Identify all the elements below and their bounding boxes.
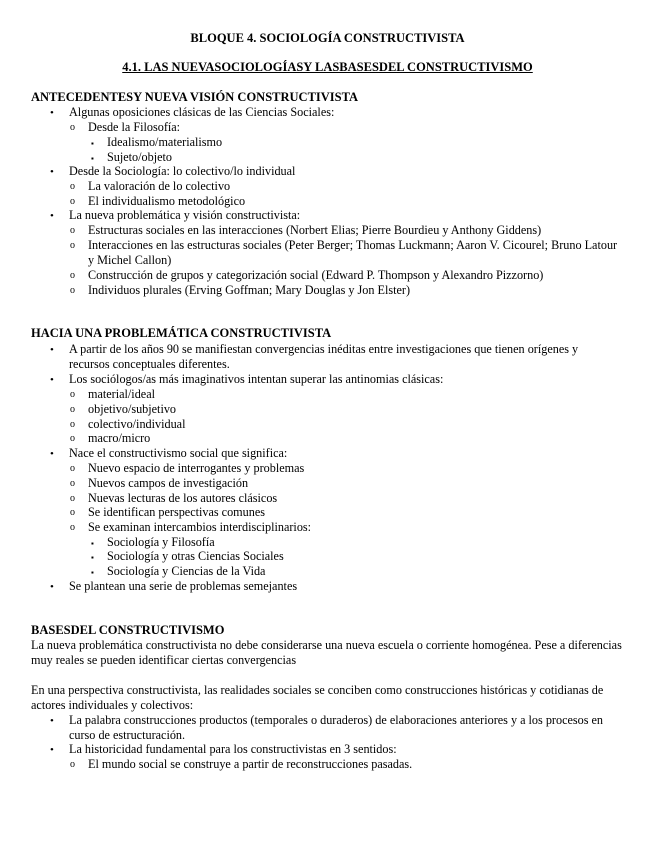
list-item: Desde la Sociología: lo colectivo/lo individual	[69, 164, 296, 178]
bullet-marker: o	[70, 240, 75, 251]
section-heading-problematica: HACIA UNA PROBLEMÁTICA CONSTRUCTIVISTA	[31, 326, 332, 340]
list-item: Interacciones en las estructuras sociales (Peter Berger; Thomas Luckmann; Aaron V. Cicourel; Bruno Latour y Michel Callon)	[88, 238, 618, 267]
bullet-marker: ▪	[91, 568, 94, 577]
bullet-marker: o	[70, 433, 75, 444]
list-item: La palabra construcciones productos (temporales o duraderos) de elaboraciones anteriores y a los procesos en curso de estructuración.	[69, 713, 604, 742]
list-item: El individualismo metodológico	[88, 194, 246, 208]
list-item: Se plantean una serie de problemas semejantes	[69, 579, 298, 593]
list-item: Sociología y Filosofía	[107, 535, 215, 549]
list-item: Los sociólogos/as más imaginativos intentan superar las antinomias clásicas:	[69, 372, 444, 386]
section-heading-bases: BASESDEL CONSTRUCTIVISMO	[31, 623, 225, 637]
list-item: material/ideal	[88, 387, 155, 401]
list-item: La historicidad fundamental para los constructivistas en 3 sentidos:	[69, 742, 397, 756]
bullet-marker: •	[50, 210, 54, 222]
bullet-marker: ▪	[91, 539, 94, 548]
document-subtitle: 4.1. LAS NUEVASOCIOLOGÍASY LASBASESDEL CONSTRUCTIVISMO	[122, 60, 533, 74]
bullet-marker: •	[50, 581, 54, 593]
list-item: Desde la Filosofía:	[88, 120, 181, 134]
list-item: Nuevo espacio de interrogantes y problemas	[88, 461, 305, 475]
bullet-marker: o	[70, 225, 75, 236]
document-title: BLOQUE 4. SOCIOLOGÍA CONSTRUCTIVISTA	[190, 31, 465, 45]
list-item: Individuos plurales (Erving Goffman; Mary Douglas y Jon Elster)	[88, 283, 411, 297]
bullet-marker: o	[70, 507, 75, 518]
bullet-marker: o	[70, 122, 75, 133]
bullet-marker: ▪	[91, 154, 94, 163]
list-item: Se examinan intercambios interdisciplinarios:	[88, 520, 312, 534]
bullet-marker: •	[50, 374, 54, 386]
list-item: objetivo/subjetivo	[88, 402, 177, 416]
bullet-marker: o	[70, 404, 75, 415]
list-item: Sujeto/objeto	[107, 150, 172, 164]
list-item: Sociología y otras Ciencias Sociales	[107, 549, 284, 563]
bullet-marker: •	[50, 166, 54, 178]
bullet-marker: •	[50, 448, 54, 460]
list-item: Nuevas lecturas de los autores clásicos	[88, 491, 278, 505]
list-item: Idealismo/materialismo	[107, 135, 223, 149]
list-item: Algunas oposiciones clásicas de las Ciencias Sociales:	[69, 105, 335, 119]
bullet-marker: o	[70, 181, 75, 192]
list-item: Nuevos campos de investigación	[88, 476, 249, 490]
paragraph: La nueva problemática constructivista no debe considerarse una nueva escuela o corriente homogénea. Pese a diferencias muy reales se pueden identificar ciertas convergencias	[31, 638, 622, 667]
bullet-marker: o	[70, 196, 75, 207]
section-heading-antecedentes: ANTECEDENTESY NUEVA VISIÓN CONSTRUCTIVISTA	[31, 90, 359, 104]
paragraph: En una perspectiva constructivista, las realidades sociales se conciben como construcciones históricas y cotidianas de actores individuales y colectivos:	[31, 683, 604, 712]
bullet-marker: o	[70, 478, 75, 489]
bullet-marker: ▪	[91, 139, 94, 148]
bullet-marker: o	[70, 522, 75, 533]
list-item: colectivo/individual	[88, 417, 186, 431]
list-item: La valoración de lo colectivo	[88, 179, 231, 193]
bullet-marker: o	[70, 759, 75, 770]
bullet-marker: •	[50, 744, 54, 756]
bullet-marker: •	[50, 715, 54, 727]
list-item: macro/micro	[88, 431, 151, 445]
list-item: Construcción de grupos y categorización social (Edward P. Thompson y Alexandro Pizzorno)	[88, 268, 544, 282]
list-item: Nace el constructivismo social que significa:	[69, 446, 288, 460]
list-item: Sociología y Ciencias de la Vida	[107, 564, 266, 578]
list-item: Estructuras sociales en las interacciones (Norbert Elias; Pierre Bourdieu y Anthony Giddens)	[88, 223, 542, 237]
bullet-marker: o	[70, 389, 75, 400]
bullet-marker: o	[70, 285, 75, 296]
bullet-marker: o	[70, 270, 75, 281]
list-item: Se identifican perspectivas comunes	[88, 505, 265, 519]
bullet-marker: •	[50, 344, 54, 356]
list-item: El mundo social se construye a partir de reconstrucciones pasadas.	[88, 757, 413, 771]
bullet-marker: •	[50, 107, 54, 119]
bullet-marker: o	[70, 463, 75, 474]
bullet-marker: o	[70, 493, 75, 504]
bullet-marker: o	[70, 419, 75, 430]
list-item: La nueva problemática y visión constructivista:	[69, 208, 301, 222]
bullet-marker: ▪	[91, 553, 94, 562]
list-item: A partir de los años 90 se manifiestan convergencias inéditas entre investigaciones que tienen orígenes y recursos conceptuales diferentes.	[69, 342, 579, 371]
